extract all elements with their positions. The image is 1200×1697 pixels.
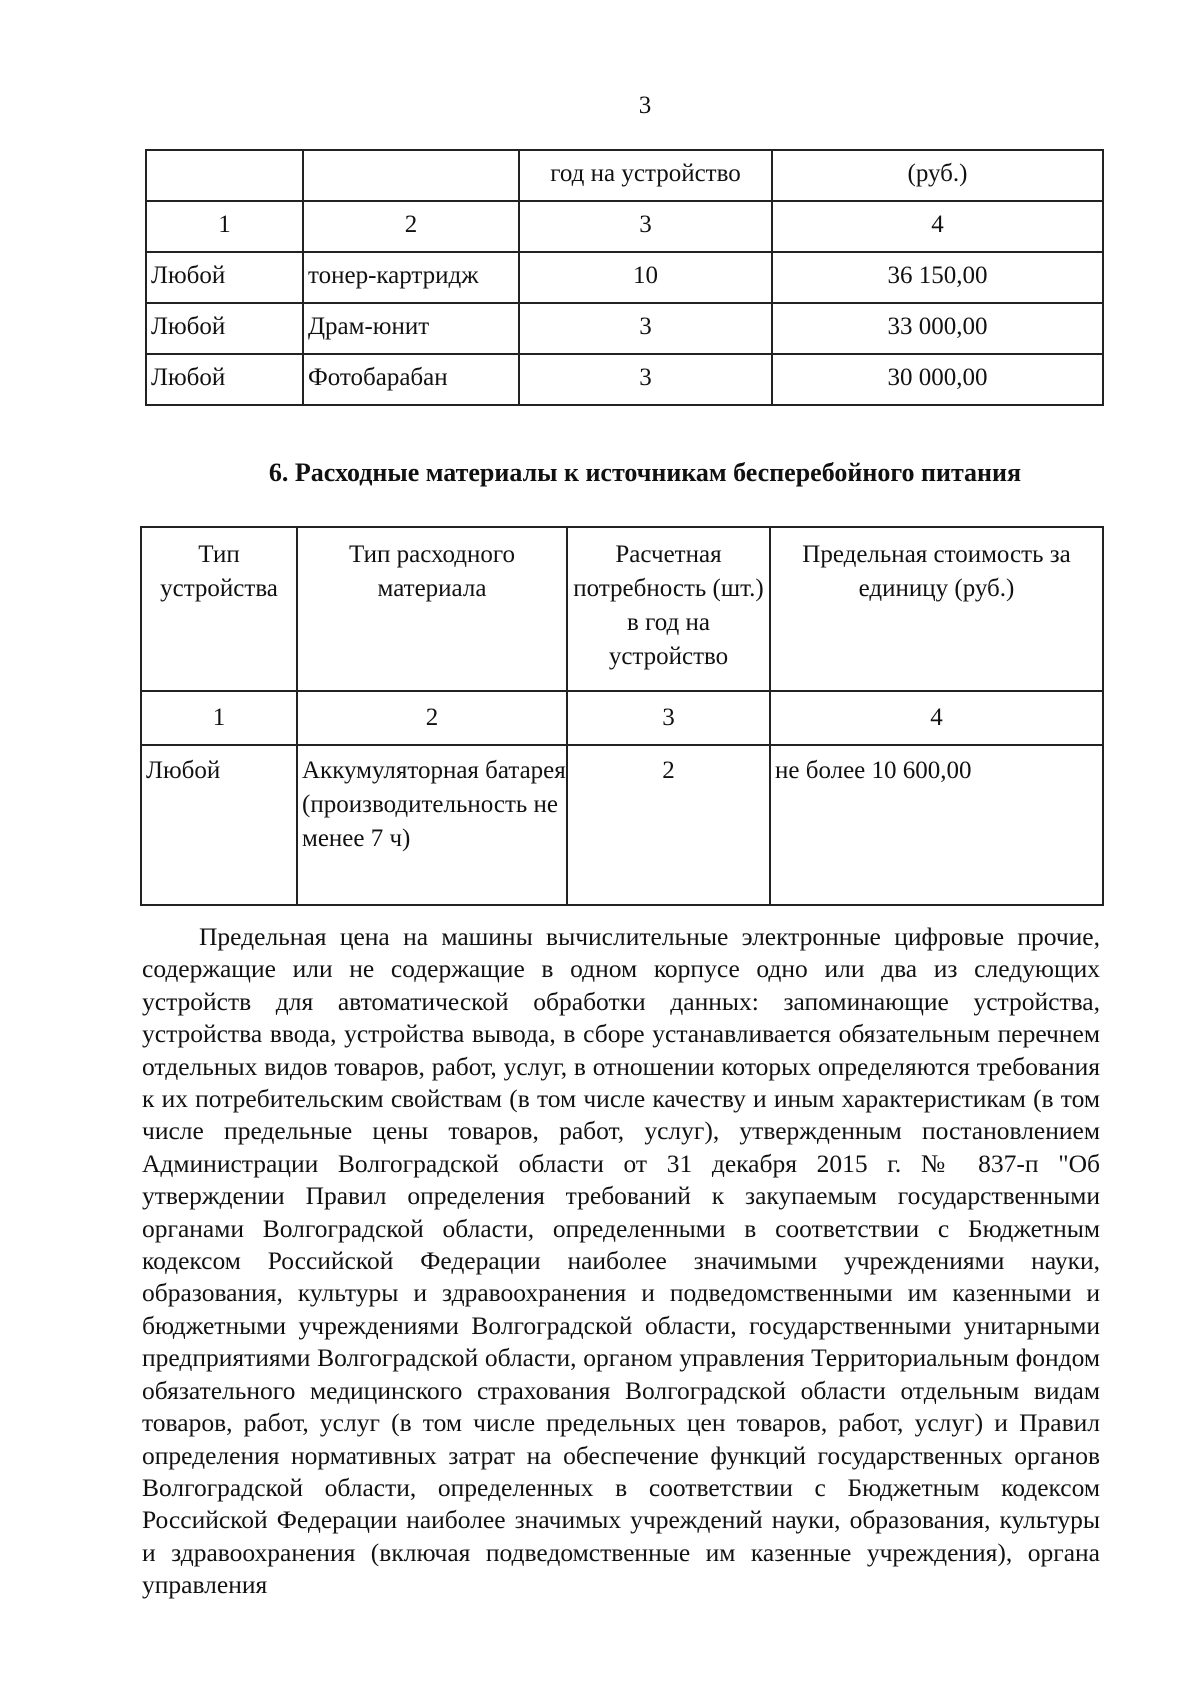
ups-consumables-table: [140, 526, 1104, 906]
header-device-type: Тип устройства: [141, 527, 297, 691]
table-row: [141, 745, 1103, 905]
body-paragraph: Предельная цена на машины вычислительные электронные цифровые прочие, содержащие или не содержащие в одном корпусе одно или два из следующих устройств для автоматической обработки данных: запоминающие устройства, устройства ввода, устройства вывода, в сборе устанавливается обязательным перечнем отдельных видов товаров, работ, услуг, в отношении которых определяются требования к их потребительским свойствам (в том числе качеству и иным характеристикам (в том числе предельные цены товаров, работ, услуг), утвержденным постановлением Администрации Волгоградской области от 31 декабря 2015 г. № 837-п "Об утверждении Правил определения требований к закупаемым государственными органами Волгоградской области, определенными в соответствии с Бюджетным кодексом Российской Федерации наиболее значимыми учреждениями науки, образования, культуры и здравоохранения и подведомственными им казенными и бюджетными учреждениями Волгоградской области, государственными унитарными предприятиями Волгоградской области, органом управления Территориальным фондом обязательного медицинского страхования Волгоградской области отдельным видам товаров, работ, услуг (в том числе предельных цен товаров, работ, услуг) и Правил определения нормативных затрат на обеспечение функций государственных органов Волгоградской области, определенных в соответствии с Бюджетным кодексом Российской Федерации наиболее значимых учреждений науки, образования, культуры и здравоохранения (включая подведомственные им казенные учреждения), органа управления: [142, 922, 1100, 1600]
column-number-row: [146, 201, 1103, 252]
column-number-cell: 4: [770, 691, 1103, 745]
price-cell: 36 150,00: [772, 252, 1103, 303]
quantity-cell: 3: [519, 303, 772, 354]
section-6-heading: 6. Расходные материалы к источникам бесперебойного питания: [268, 458, 1022, 487]
material-type-cell: Аккумуляторная батарея (производительность не менее 7 ч): [297, 745, 567, 905]
table-row: [146, 354, 1103, 405]
column-number-cell: 3: [567, 691, 770, 745]
material-type-cell: Драм-юнит: [303, 303, 519, 354]
column-number-cell: 1: [141, 691, 297, 745]
header-price-limit: Предельная стоимость за единицу (руб.): [770, 527, 1103, 691]
page-number: 3: [638, 92, 652, 119]
table-row: [146, 303, 1103, 354]
header-material-type: Тип расходного материала: [297, 527, 567, 691]
quantity-cell: 10: [519, 252, 772, 303]
price-cell: 30 000,00: [772, 354, 1103, 405]
device-type-cell: Любой: [146, 303, 303, 354]
table-row: [146, 252, 1103, 303]
table-header-cell: [303, 150, 519, 201]
column-number-cell: 4: [772, 201, 1103, 252]
material-type-cell: тонер-картридж: [303, 252, 519, 303]
material-type-cell: Фотобарабан: [303, 354, 519, 405]
table-header-cell: (руб.): [772, 150, 1103, 201]
table-header-cell: год на устройство: [519, 150, 772, 201]
column-number-cell: 3: [519, 201, 772, 252]
column-number-cell: 1: [146, 201, 303, 252]
device-type-cell: Любой: [146, 354, 303, 405]
quantity-cell: 2: [567, 745, 770, 905]
header-quantity: Расчетная потребность (шт.) в год на устройство: [567, 527, 770, 691]
quantity-cell: 3: [519, 354, 772, 405]
table-header-row: [146, 150, 1103, 201]
price-cell: не более 10 600,00: [770, 745, 1103, 905]
device-type-cell: Любой: [146, 252, 303, 303]
consumables-table-continued: [145, 149, 1104, 406]
table-header-row: [141, 527, 1103, 691]
column-number-cell: 2: [297, 691, 567, 745]
column-number-cell: 2: [303, 201, 519, 252]
column-number-row: [141, 691, 1103, 745]
price-cell: 33 000,00: [772, 303, 1103, 354]
device-type-cell: Любой: [141, 745, 297, 905]
table-header-cell: [146, 150, 303, 201]
